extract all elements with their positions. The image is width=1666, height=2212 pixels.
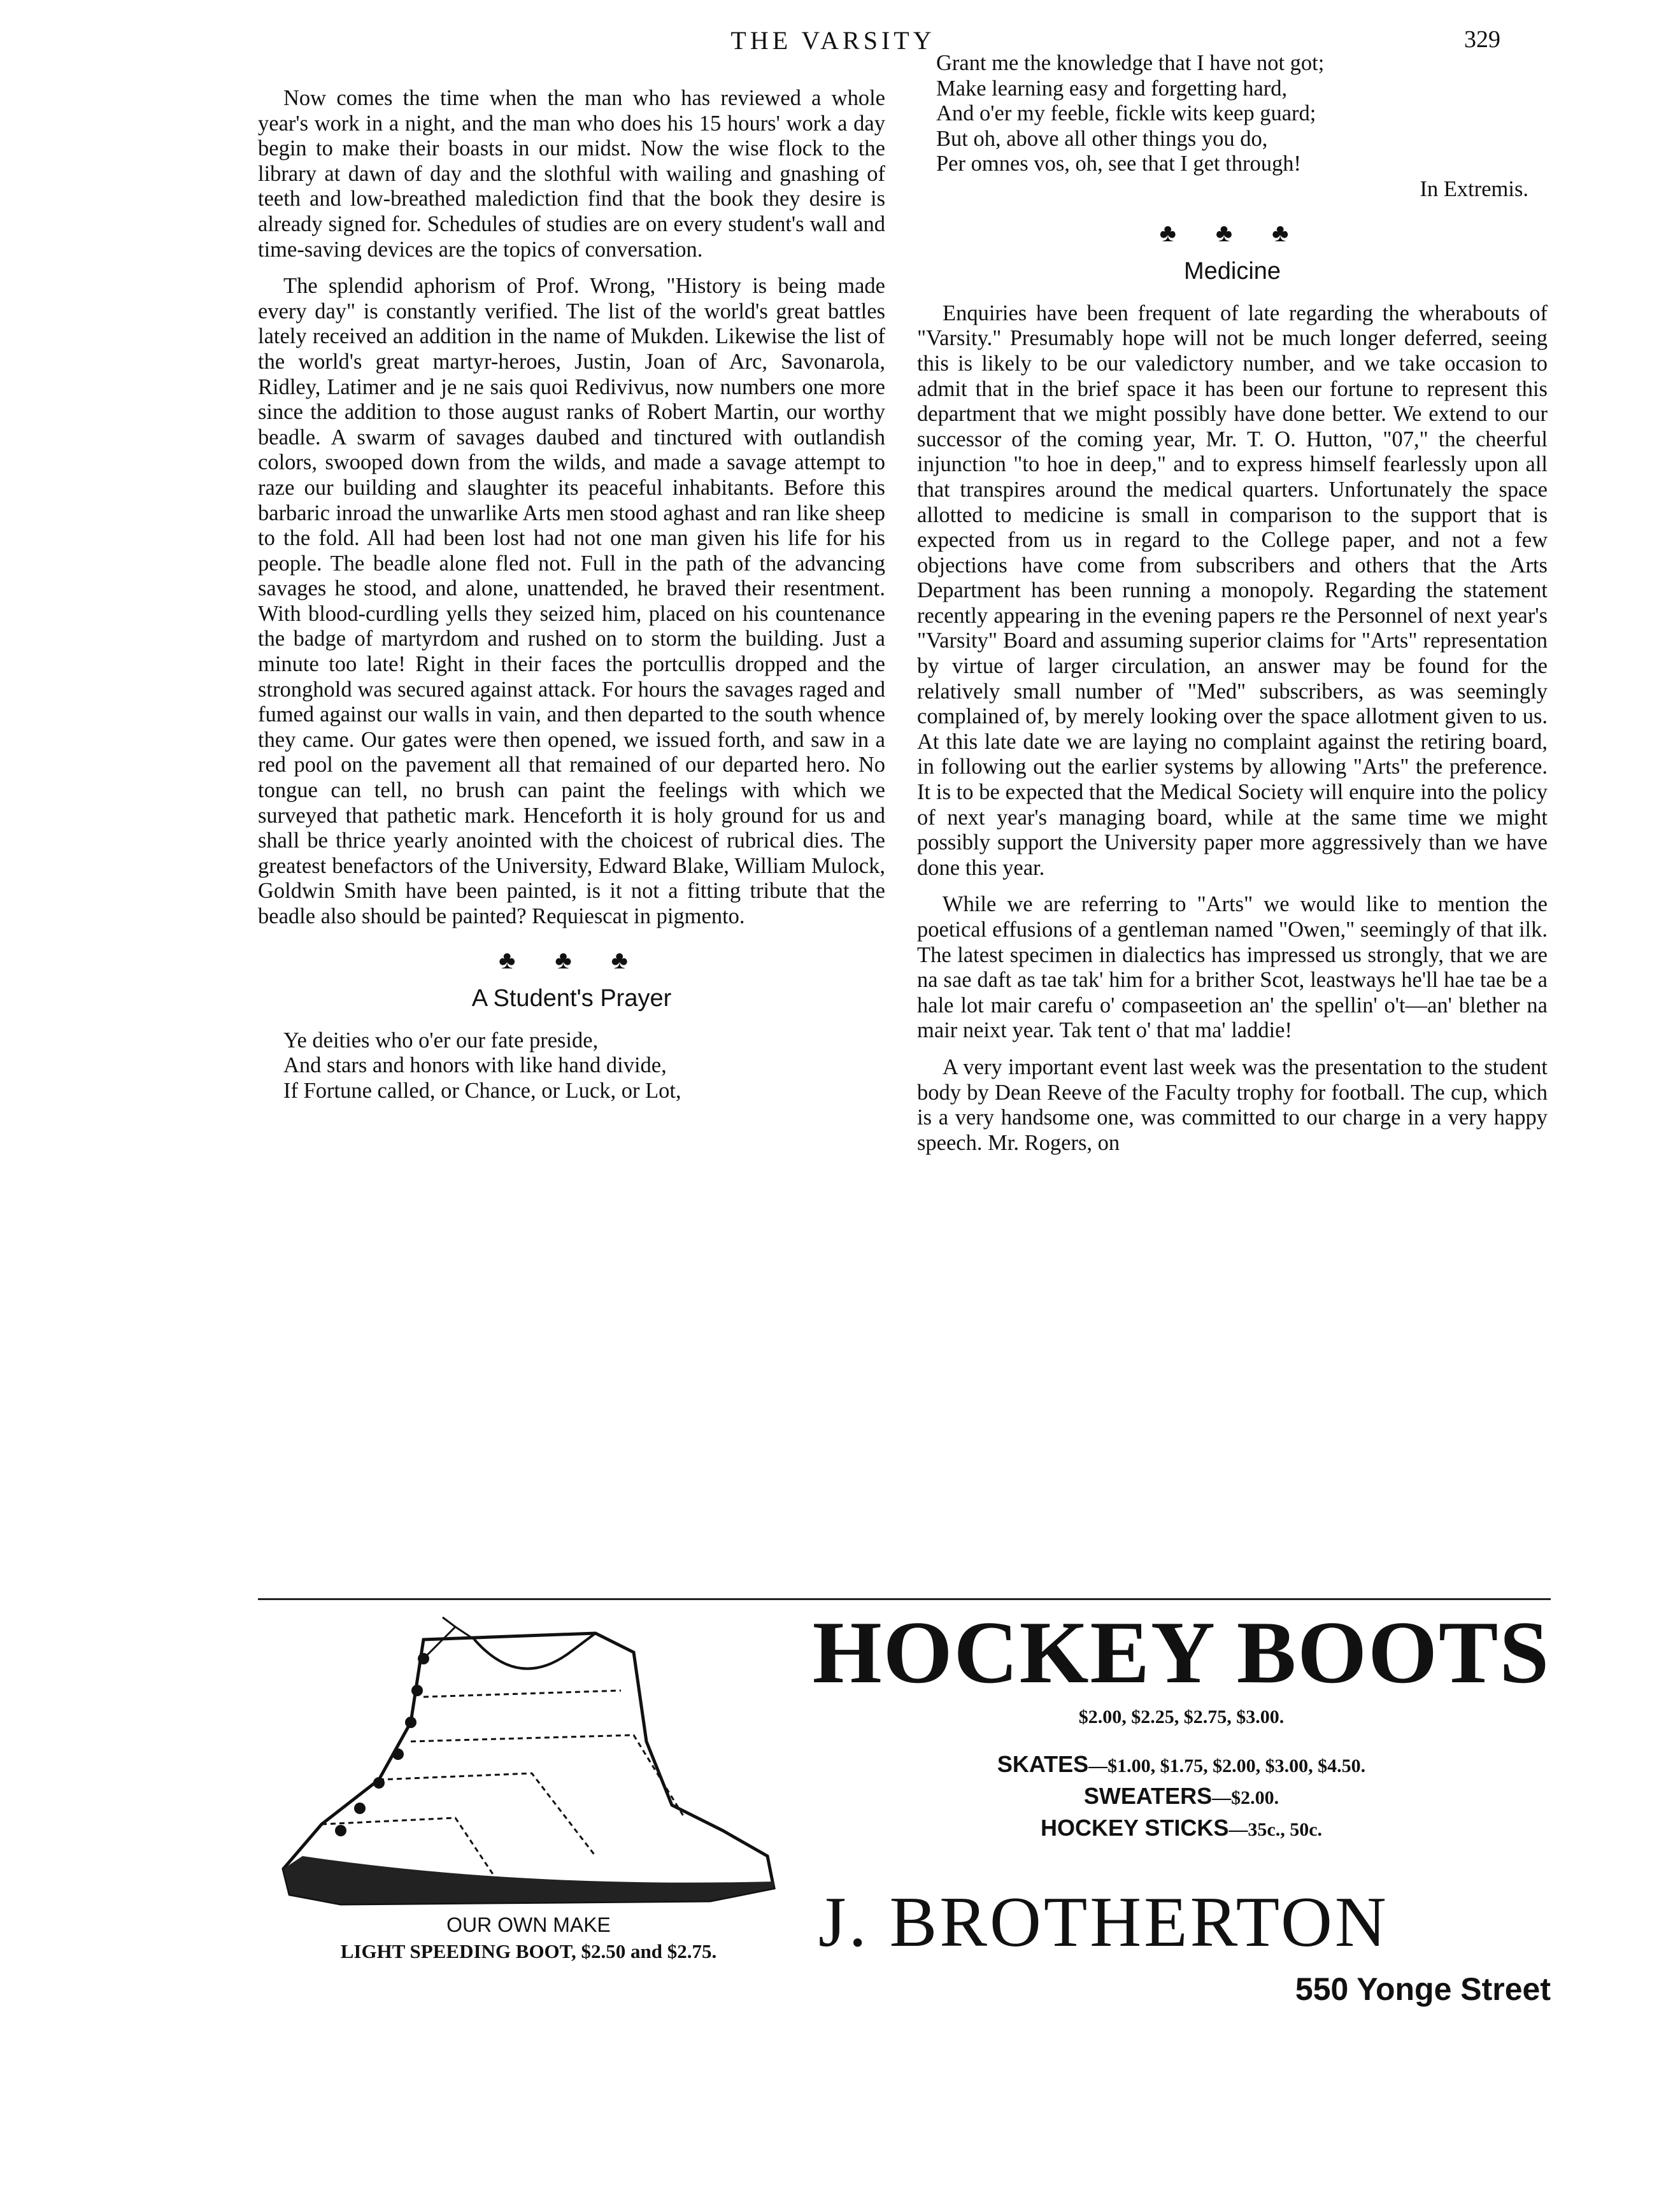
- hockey-sticks-label: HOCKEY STICKS: [1040, 1815, 1229, 1841]
- hockey-sticks-prices: —35c., 50c.: [1228, 1819, 1323, 1840]
- paragraph-study-season: Now comes the time when the man who has reviewed a whole year's work in a night, and the man who does his 15 hours' work a day begin to make their boasts in our midst. Now the wise flock to the library at dawn of day and the slothful with wailing and gnashing of teeth and low-breathed malediction find that the book they desire is already signed for. Schedules of studies are on every student's wall and time-saving devices are the topics of conversation.: [258, 86, 885, 262]
- paragraph-owen: While we are referring to "Arts" we would like to mention the poetical effusions of a gentleman named "Owen," seemingly of that ilk. The latest specimen in dialectics has impressed us strongly, that we are na sae daft as tae tak' him for a brither Scot, leastways he'll hae tae be a hale lot mair carefu o' compaseetion an' the spellin' o't—an' blether na mair neixt year. Tak tent o' that ma' laddie!: [917, 892, 1548, 1043]
- boot-price-list: $2.00, $2.25, $2.75, $3.00.: [1078, 1706, 1285, 1727]
- advertisement-divider: [258, 1598, 1551, 1600]
- medicine-heading: Medicine: [1183, 258, 1281, 285]
- poem-line: And stars and honors with like hand divide,: [283, 1053, 667, 1078]
- paragraph-medicine-varsity: Enquiries have been frequent of late regarding the wherabouts of "Varsity." Presumably hope will not be much longer deferred, seeing this is likely to be our valedictory number, and we take occasion to admit that in the brief space it has been our fortune to represent this department that we might possibly have done better. We extend to our successor of the coming year, Mr. T. O. Hutton, "07," the cheerful injunction "to hoe in deep," and to express himself fearlessly upon all that transpires around the medical quarters. Unfortunately the space allotted to medicine is small in comparison to the support that is expected from us in regard to the College paper, and not a few objections have come from subscribers and others that the Arts Department has been running a monopoly. Regarding the statement recently appearing in the evening papers re the Personnel of next year's "Varsity" Board and assuming superior claims for "Arts" representation by virtue of larger circulation, an answer may be found for the relatively small number of "Med" subscribers, as was seemingly complained of, by merely looking over the space allotment given to us. At this late date we are laying no complaint against the retiring board, in following out the earlier systems by allowing "Arts" the preference. It is to be expected that the Medical Society will enquire into the policy of next year's managing board, while at the same time we might possibly support the University paper more aggressively than we have done this year.: [917, 301, 1548, 880]
- sweaters-prices: —$2.00.: [1212, 1787, 1279, 1808]
- right-column: [917, 51, 1548, 1167]
- prayer-heading: A Student's Prayer: [471, 985, 672, 1012]
- club-ornament: ♣ ♣ ♣: [1159, 218, 1306, 247]
- boot-caption-price: LIGHT SPEEDING BOOT, $2.50 and $2.75.: [340, 1940, 717, 1962]
- page-number: 329: [1464, 26, 1500, 53]
- skates-label: SKATES: [997, 1751, 1089, 1777]
- paragraph-beadle-story: The splendid aphorism of Prof. Wrong, "History is being made every day" is constantly verified. The list of the world's great battles lately received an addition in the name of Mukden. Likewise the list of the world's great martyr-heroes, Justin, Joan of Arc, Savonarola, Ridley, Latimer and je ne sais quoi Redivivus, now numbers one more since the addition to those august ranks of Robert Martin, our worthy beadle. A swarm of savages daubed and tinctured with outlandish colors, swooped down from the wilds, and made a savage attempt to raze our building and slaughter its peaceful inhabitants. Before this barbaric inroad the unwarlike Arts men stood aghast and ran like sheep to the fold. All had been lost had not one man given his life for his people. The beadle alone fled not. Full in the path of the advancing savages he stood, and alone, unattended, he braved their resentment. With blood-curdling yells they seized him, placed on his countenance the badge of martyrdom and rushed on to storm the building. Just a minute too late! Right in their faces the portcullis dropped and the stronghold was secured against attack. For hours the savages raged and fumed against our walls in vain, and then departed to the south whence they came. Our gates were then opened, we issued forth, and saw in a red pool on the pavement all that remained of our departed hero. No tongue can tell, no brush can paint the feelings with which we surveyed that pathetic mark. Henceforth it is holy ground for us and shall be thrice yearly anointed with the choicest of rubrical dies. The greatest benefactors of the University, Edward Blake, William Mulock, Goldwin Smith have been painted, is it not a fitting tribute that the beadle also should be painted? Requiescat in pigmento.: [258, 274, 885, 928]
- prayer-attribution: In Extremis.: [1420, 176, 1528, 201]
- poem-line: Grant me the knowledge that I have not got;: [936, 51, 1325, 75]
- prayer-poem-start: [258, 1028, 885, 1104]
- merchant-name: J. BROTHERTON: [818, 1883, 1389, 1962]
- sweaters-label: SWEATERS: [1083, 1783, 1213, 1809]
- boot-illustration: [264, 1614, 812, 1913]
- poem-line: Ye deities who o'er our fate preside,: [283, 1028, 599, 1053]
- poem-line: If Fortune called, or Chance, or Luck, or Lot,: [283, 1078, 681, 1103]
- poem-line: But oh, above all other things you do,: [936, 126, 1268, 151]
- boot-caption-make: OUR OWN MAKE: [446, 1913, 611, 1936]
- poem-line: And o'er my feeble, fickle wits keep guard;: [936, 101, 1316, 126]
- paragraph-football-trophy: A very important event last week was the presentation to the student body by Dean Reeve of the Faculty trophy for football. The cup, which is a very handsome one, was committed to our charge in a very happy speech. Mr. Rogers, on: [917, 1054, 1548, 1155]
- club-ornament: ♣ ♣ ♣: [499, 945, 644, 974]
- sweaters-line: [812, 1783, 1551, 1810]
- poem-line: Per omnes vos, oh, see that I get through!: [936, 152, 1301, 176]
- hockey-boots-advertisement: [258, 1601, 1551, 2009]
- masthead-title: THE VARSITY: [730, 26, 936, 55]
- skates-prices: —$1.00, $1.75, $2.00, $3.00, $4.50.: [1088, 1755, 1366, 1776]
- prayer-poem-end: [917, 51, 1548, 177]
- left-column: [258, 86, 885, 1104]
- ad-headline: HOCKEY BOOTS: [812, 1603, 1551, 1702]
- skates-line: [812, 1751, 1551, 1778]
- hockey-sticks-line: [812, 1815, 1551, 1841]
- poem-line: Make learning easy and forgetting hard,: [936, 76, 1288, 101]
- merchant-address: 550 Yonge Street: [1295, 1971, 1551, 2007]
